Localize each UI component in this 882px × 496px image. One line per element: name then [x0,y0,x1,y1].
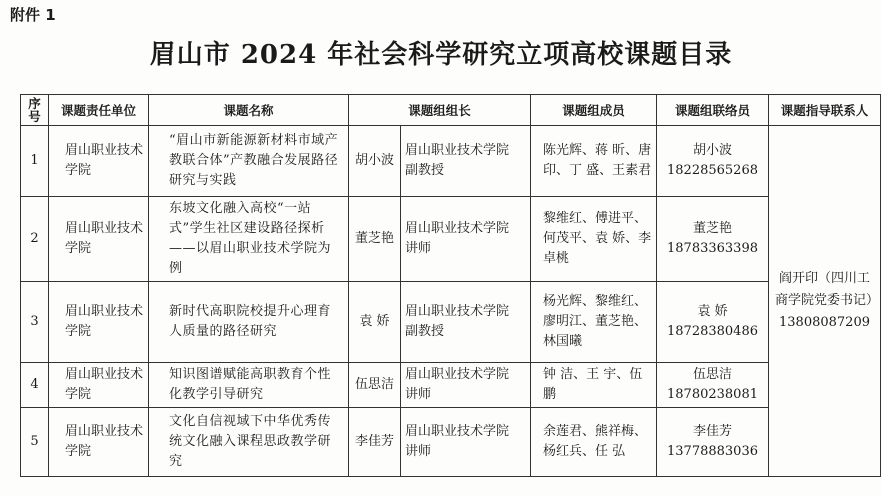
row-no: 3 [21,282,49,363]
row-leader: 袁 娇 [349,282,401,363]
row-members: 钟 洁、王 宇、伍 鹏 [531,363,657,408]
table-row [21,363,881,408]
table-row [21,282,881,363]
row-leader-info [401,408,531,477]
header-name: 课题名称 [149,95,349,126]
row-contact-name: 袁 娇 [697,304,728,319]
row-contact [657,363,769,408]
header-advisor: 课题指导联系人 [769,95,881,126]
table-row [21,197,881,282]
page-title: 眉山市 2024 年社会科学研究立项高校课题目录 [149,40,733,70]
row-leader-info [401,282,531,363]
row-contact [657,282,769,363]
advisor-cell [769,126,881,477]
row-no: 1 [21,126,49,197]
row-no: 2 [21,197,49,282]
row-leader-org: 眉山职业技术学院 [405,304,510,319]
attachment-label: 附件 1 [10,6,56,24]
row-leader-org: 眉山职业技术学院 [405,143,510,158]
row-unit: 眉山职业技术学院 [49,363,149,408]
row-contact-phone: 18228565268 [667,163,758,178]
advisor-phone: 13808087209 [779,315,870,330]
row-leader-org: 眉山职业技术学院 [405,367,510,382]
row-leader-title: 讲师 [405,387,432,402]
row-leader: 李佳芳 [349,408,401,477]
row-leader-info [401,197,531,282]
row-leader-info [401,126,531,197]
row-project-name: 新时代高职院校提升心理育人质量的路径研究 [149,282,349,363]
table-row [21,126,881,197]
row-leader-title: 副教授 [405,163,445,178]
row-leader-title: 副教授 [405,324,445,339]
row-contact [657,408,769,477]
row-no: 4 [21,363,49,408]
row-no: 5 [21,408,49,477]
row-members: 余莲君、熊祥梅、杨红兵、任 弘 [531,408,657,477]
row-leader-org: 眉山职业技术学院 [405,424,510,439]
row-contact [657,126,769,197]
row-contact-phone: 18783363398 [667,241,758,256]
advisor-title: （四川工商学院党委书记） [775,271,880,308]
row-contact-phone: 18780238081 [667,387,758,402]
row-unit: 眉山职业技术学院 [49,282,149,363]
row-contact-phone: 18728380486 [667,324,758,339]
row-leader-org: 眉山职业技术学院 [405,221,510,236]
row-unit: 眉山职业技术学院 [49,126,149,197]
row-contact-name: 伍思洁 [693,367,733,382]
row-members: 黎维红、傅进平、何茂平、袁 娇、李卓桃 [531,197,657,282]
row-leader: 董芝艳 [349,197,401,282]
header-members: 课题组成员 [531,95,657,126]
row-contact-phone: 13778883036 [667,444,758,459]
row-unit: 眉山职业技术学院 [49,408,149,477]
project-table [20,94,881,477]
table-header-row [21,95,881,126]
row-contact-name: 胡小波 [693,143,733,158]
row-project-name: 东坡文化融入高校“一站式”学生社区建设路径探析——以眉山职业技术学院为例 [149,197,349,282]
table-row [21,408,881,477]
header-no: 序号 [21,95,49,126]
row-leader: 胡小波 [349,126,401,197]
row-leader-title: 讲师 [405,241,432,256]
row-leader: 伍思洁 [349,363,401,408]
row-project-name: “眉山市新能源新材料市域产教联合体”产教融合发展路径研究与实践 [149,126,349,197]
header-unit: 课题责任单位 [49,95,149,126]
row-contact-name: 李佳芳 [693,424,733,439]
row-unit: 眉山职业技术学院 [49,197,149,282]
row-project-name: 知识图谱赋能高职教育个性化教学引导研究 [149,363,349,408]
row-project-name: 文化自信视域下中华优秀传统文化融入课程思政教学研究 [149,408,349,477]
row-leader-title: 讲师 [405,444,432,459]
header-contact: 课题组联络员 [657,95,769,126]
row-members: 杨光辉、黎维红、廖明江、董芝艳、林国曦 [531,282,657,363]
row-leader-info [401,363,531,408]
row-contact [657,197,769,282]
advisor-name: 阎开印 [779,271,819,286]
row-members: 陈光辉、蒋 昕、唐 印、丁 盛、王素君 [531,126,657,197]
header-leader: 课题组组长 [349,95,531,126]
row-contact-name: 董芝艳 [693,221,733,236]
